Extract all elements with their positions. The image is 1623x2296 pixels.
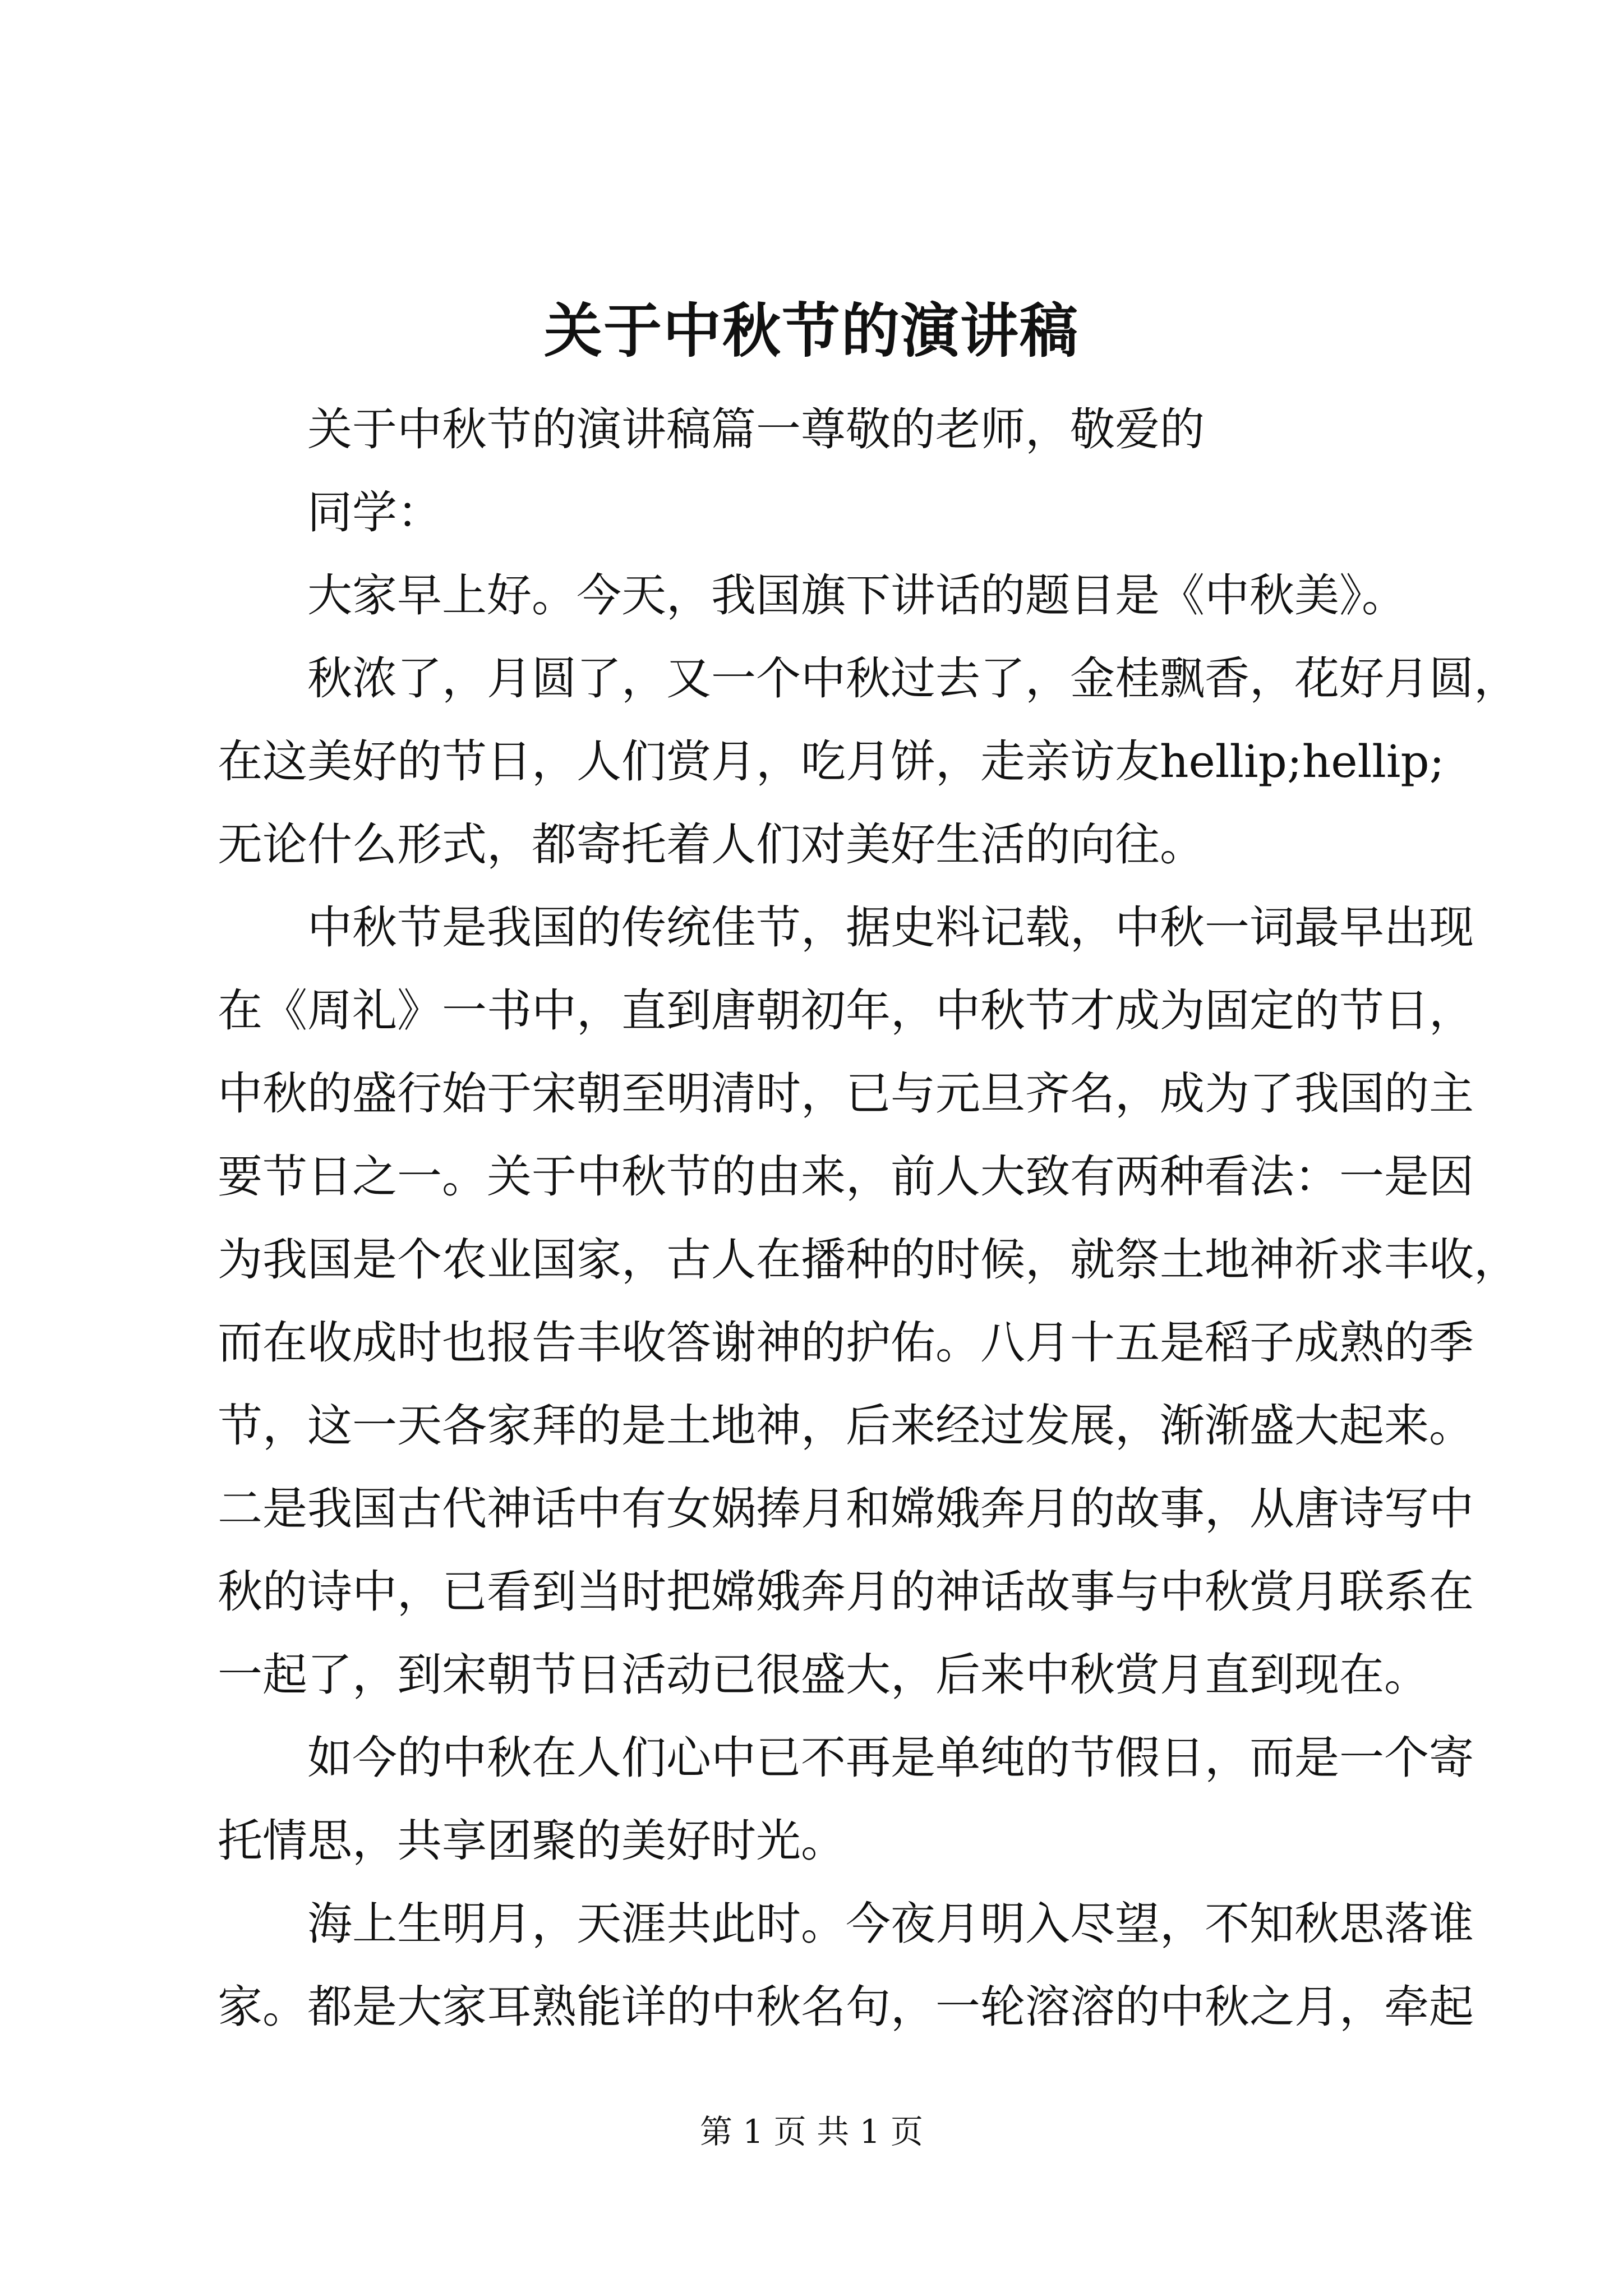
- text-line: 秋的诗中，已看到当时把嫦娥奔月的神话故事与中秋赏月联系在: [218, 1566, 1474, 1618]
- document-body: [218, 388, 1519, 2049]
- text-line: 同学：: [307, 486, 442, 539]
- text-line: 秋浓了，月圆了，又一个中秋过去了，金桂飘香，花好月圆，: [307, 652, 1519, 705]
- text-line: 节，这一天各家拜的是土地神，后来经过发展，渐渐盛大起来。: [218, 1400, 1474, 1452]
- text-line: 无论什么形式，都寄托着人们对美好生活的向往。: [218, 818, 1205, 871]
- text-line: 而在收成时也报告丰收答谢神的护佑。八月十五是稻子成熟的季: [218, 1317, 1474, 1369]
- text-line: 中秋的盛行始于宋朝至明清时，已与元旦齐名，成为了我国的主: [218, 1068, 1474, 1120]
- text-line: 家。都是大家耳熟能详的中秋名句，一轮溶溶的中秋之月，牵起: [218, 1981, 1474, 2033]
- text-line: 在这美好的节日，人们赏月，吃月饼，走亲访友hellip;hellip;: [218, 735, 1445, 788]
- text-line: 大家早上好。今天，我国旗下讲话的题目是《中秋美》。: [307, 569, 1407, 622]
- text-line: 中秋节是我国的传统佳节，据史料记载，中秋一词最早出现: [307, 901, 1474, 954]
- document-title: 关于中秋节的演讲稿: [543, 296, 1079, 365]
- text-line: 二是我国古代神话中有女娲捧月和嫦娥奔月的故事，从唐诗写中: [218, 1483, 1474, 1535]
- text-line: 托情思，共享团聚的美好时光。: [218, 1815, 846, 1867]
- page-footer: 第 1 页 共 1 页: [700, 2113, 923, 2151]
- text-line: 如今的中秋在人们心中已不再是单纯的节假日，而是一个寄: [307, 1732, 1474, 1784]
- text-line: 要节日之一。关于中秋节的由来，前人大致有两种看法：一是因: [218, 1151, 1474, 1203]
- text-line: 海上生明月，天涯共此时。今夜月明入尽望，不知秋思落谁: [307, 1898, 1474, 1950]
- text-line: 关于中秋节的演讲稿篇一尊敬的老师，敬爱的: [307, 403, 1205, 455]
- text-line: 一起了，到宋朝节日活动已很盛大，后来中秋赏月直到现在。: [218, 1649, 1429, 1701]
- text-line: 在《周礼》一书中，直到唐朝初年，中秋节才成为固定的节日，: [218, 984, 1474, 1037]
- text-line: 为我国是个农业国家，古人在播种的时候，就祭土地神祈求丰收，: [218, 1234, 1519, 1286]
